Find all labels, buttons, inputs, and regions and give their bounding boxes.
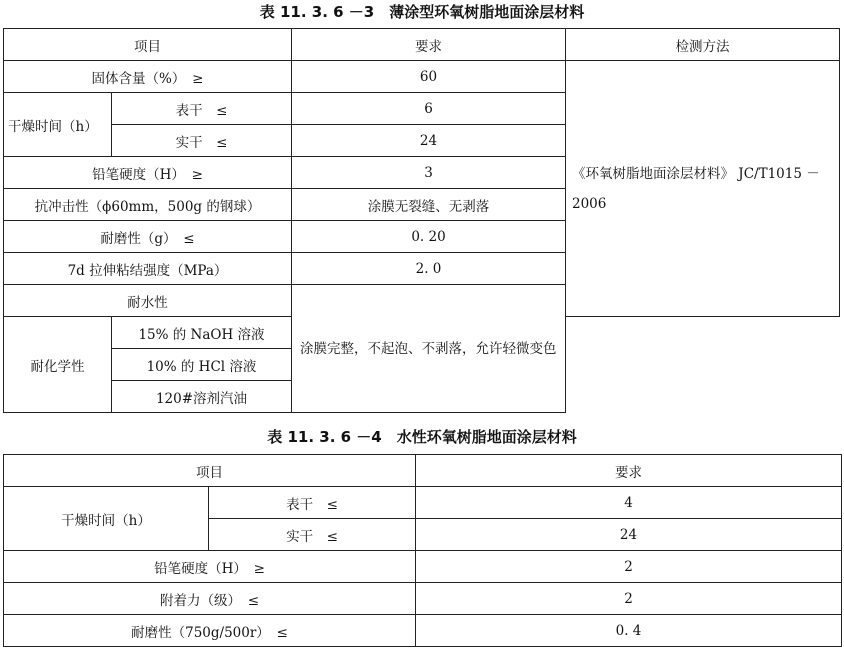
row-label: 铅笔硬度（H） ≥ [4, 157, 292, 189]
row-label: 铅笔硬度（H） ≥ [4, 551, 416, 583]
sub-label: 15% 的 NaOH 溶液 [112, 317, 292, 349]
sub-label: 实干 ≤ [209, 519, 416, 551]
row-label: 固体含量（%） ≥ [4, 61, 292, 93]
sub-label: 表干 ≤ [209, 487, 416, 519]
header-method: 检测方法 [566, 29, 840, 61]
sub-label: 实干 ≤ [112, 125, 292, 157]
header-item: 项目 [4, 455, 416, 487]
header-requirement: 要求 [416, 455, 842, 487]
row-label: 耐磨性（750g/500r） ≤ [4, 615, 416, 647]
row-value: 24 [416, 519, 842, 551]
row-value: 0. 20 [292, 221, 566, 253]
sub-label: 120#溶剂汽油 [112, 381, 292, 413]
row-value: 0. 4 [416, 615, 842, 647]
table1-header-row [4, 29, 840, 61]
table-row [4, 615, 842, 647]
table-row [4, 583, 842, 615]
row-value: 4 [416, 487, 842, 519]
table-row [4, 551, 842, 583]
table2 [3, 454, 842, 647]
chemical-value: 涂膜完整，不起泡、不剥落，允许轻微变色 [292, 285, 566, 413]
table1-title: 表 11. 3. 6 －3 薄涂型环氧树脂地面涂层材料 [259, 3, 585, 21]
sub-label: 表干 ≤ [112, 93, 292, 125]
row-label: 7d 拉伸粘结强度（MPa） [4, 253, 292, 285]
row-label: 干燥时间（h） [4, 93, 112, 157]
row-label: 耐水性 [4, 285, 292, 317]
row-value: 3 [292, 157, 566, 189]
row-value: 2 [416, 583, 842, 615]
row-label: 干燥时间（h） [4, 487, 209, 551]
row-value: 涂膜无裂缝、无剥落 [292, 189, 566, 221]
row-value: 2 [416, 551, 842, 583]
row-label: 耐化学性 [4, 317, 112, 413]
row-label: 抗冲击性（ϕ60mm，500g 的钢球） [4, 189, 292, 221]
row-label: 耐磨性（g） ≤ [4, 221, 292, 253]
table2-title: 表 11. 3. 6 －4 水性环氧树脂地面涂层材料 [267, 428, 577, 446]
row-value: 6 [292, 93, 566, 125]
table2-header-row [4, 455, 842, 487]
sub-label: 10% 的 HCl 溶液 [112, 349, 292, 381]
table1 [3, 28, 840, 413]
row-value: 2. 0 [292, 253, 566, 285]
header-requirement: 要求 [292, 29, 566, 61]
table-row [4, 61, 840, 93]
row-label: 附着力（级） ≤ [4, 583, 416, 615]
row-value: 24 [292, 125, 566, 157]
row-value: 60 [292, 61, 566, 93]
header-item: 项目 [4, 29, 292, 61]
table-row [4, 487, 842, 519]
method-cell: 《环氧树脂地面涂层材料》 JC/T1015 －2006 [566, 61, 840, 317]
